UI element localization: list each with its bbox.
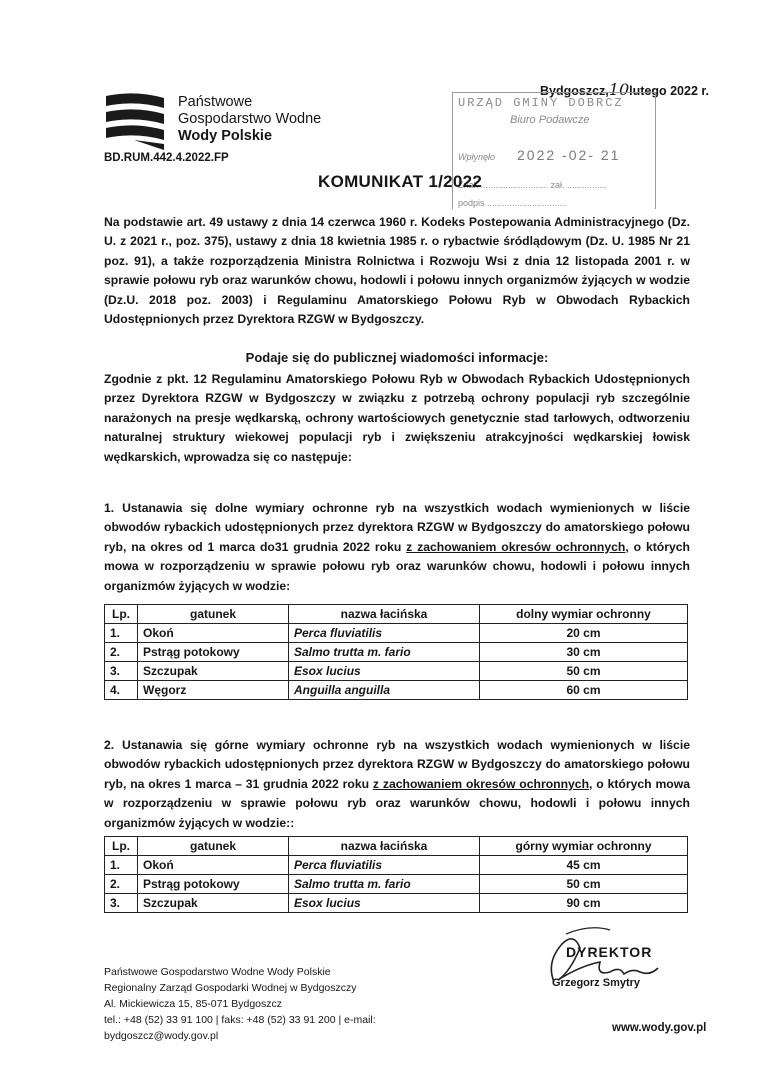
table-row: 2. Pstrąg potokowy Salmo trutta m. fario 50 cm (105, 875, 688, 894)
announce-paragraph: Zgodnie z pkt. 12 Regulaminu Amatorskiego Połowu Ryb w Obwodach Rybackich Udostępnionych przez Dyrektora RZGW w Bydgoszczy w związku z potrzebą ochrony populacji ryb szczególnie narażonych na presje wędkarską, ochrony wartościowych genetycznie stad tarłowych, odtworzeniu naturalnej struktury wiekowej populacji ryb i zwiększeniu atrakcyjności wędkarskiej łowisk wędkarskich, wprowadza się co następuje: (104, 372, 690, 464)
website-link[interactable]: www.wody.gov.pl (612, 1022, 707, 1034)
signer-title: DYREKTOR (566, 944, 653, 960)
table-row: 2. Pstrąg potokowy Salmo trutta m. fario 30 cm (105, 643, 688, 662)
wody-polskie-logo-icon (104, 92, 166, 150)
reference-number: BD.RUM.442.4.2022.FP (104, 152, 229, 164)
stamp-office: URZĄD GMINY DOBRCZ (458, 96, 624, 110)
section-2-paragraph: 2. Ustanawia się górne wymiary ochronne ryb na wszystkich wodach wymienionych w liście obwodów rybackich udostępnionych przez dyrektora RZGW w Bydgoszczy do amatorskiego połowu ryb, na okres 1 marca – 31 grudnia 2022 roku z zachowaniem okresów ochronnych, o których mowa w rozporządzeniu w sprawie połowu ryb oraz warunków chowu, hodowli i połowu innych organizmów żyjących w wodzie:: (104, 738, 690, 830)
footer-address: Państwowe Gospodarstwo Wodne Wody Polskie Regionalny Zarząd Gospodarki Wodnej w Bydgoszczy Al. Mickiewicza 15, 85-071 Bydgoszcz tel.: +48 (52) 33 91 100 | faks: +48 (52) 33 91 200 | e-mail: bydgoszcz@wody.gov.pl (104, 966, 376, 1042)
stamp-signature: podpis ................................ (458, 198, 568, 208)
stamp-office-sub: Biuro Podawcze (510, 114, 590, 126)
received-stamp (452, 92, 656, 210)
organization-name: Państwowe Gospodarstwo Wodne Wody Polskie (178, 94, 322, 144)
table-row: 3. Szczupak Esox lucius 50 cm (105, 662, 688, 681)
lower-size-table: Lp. gatunek nazwa łacińska dolny wymiar ochronny 1. Okoń Perca fluviatilis 20 cm 2. Pstrąg potokowy Salmo trutta m. fario 30 cm 3. Szczupak Esox lucius 50 cm 4. Węgorz Anguilla anguilla 60 cm (104, 604, 688, 700)
document-title: KOMUNIKAT 1/2022 (318, 172, 483, 191)
table-row: 3. Szczupak Esox lucius 90 cm (105, 894, 688, 913)
stamp-znak: Znak ........................... zał. ................ (458, 180, 608, 190)
place-date: Bydgoszcz,10lutego 2022 r. (540, 80, 710, 99)
section-1-paragraph: 1. Ustanawia się dolne wymiary ochronne ryb na wszystkich wodach wymienionych w liście obwodów rybackich udostępnionych przez dyrektora RZGW w Bydgoszczy do amatorskiego połowu ryb, na okres od 1 marca do31 grudnia 2022 roku z zachowaniem okresów ochronnych, o których mowa w rozporządzeniu w sprawie połowu ryb oraz warunków chowu, hodowli i połowu innych organizmów żyjących w wodzie: (104, 501, 690, 593)
table-row: 1. Okoń Perca fluviatilis 45 cm (105, 856, 688, 875)
table-row: 1. Okoń Perca fluviatilis 20 cm (105, 624, 688, 643)
legal-basis-paragraph: Na podstawie art. 49 ustawy z dnia 14 czerwca 1960 r. Kodeks Postepowania Administracyjnego (Dz. U. z 2021 r., poz. 375), ustawy z dnia 18 kwietnia 1985 r. o rybactwie śródlądowym (Dz. U. 1985 Nr 21 poz. 91), a także rozporządzenia Ministra Rolnictwa i Rozwoju Wsi z dnia 12 listopada 2001 r. w sprawie połowu ryb oraz warunków chowu, hodowli i połowu innych organizmów żyjących w wodzie (Dz.U. 2018 poz. 2003) i Regulaminu Amatorskiego Połowu Ryb w Obwodach Rybackich Udostępnionych przez Dyrektora RZGW w Bydgoszczy. (104, 215, 690, 327)
table-row: 4. Węgorz Anguilla anguilla 60 cm (105, 681, 688, 700)
stamp-received: Wpłynęło 2022 -02- 21 (458, 147, 621, 163)
announce-heading: Podaje się do publicznej wiadomości informacje: (245, 350, 549, 365)
upper-size-table: Lp. gatunek nazwa łacińska górny wymiar ochronny 1. Okoń Perca fluviatilis 45 cm 2. Pstrąg potokowy Salmo trutta m. fario 50 cm 3. Szczupak Esox lucius 90 cm (104, 836, 688, 913)
signer-name: Grzegorz Smytry (552, 977, 641, 989)
